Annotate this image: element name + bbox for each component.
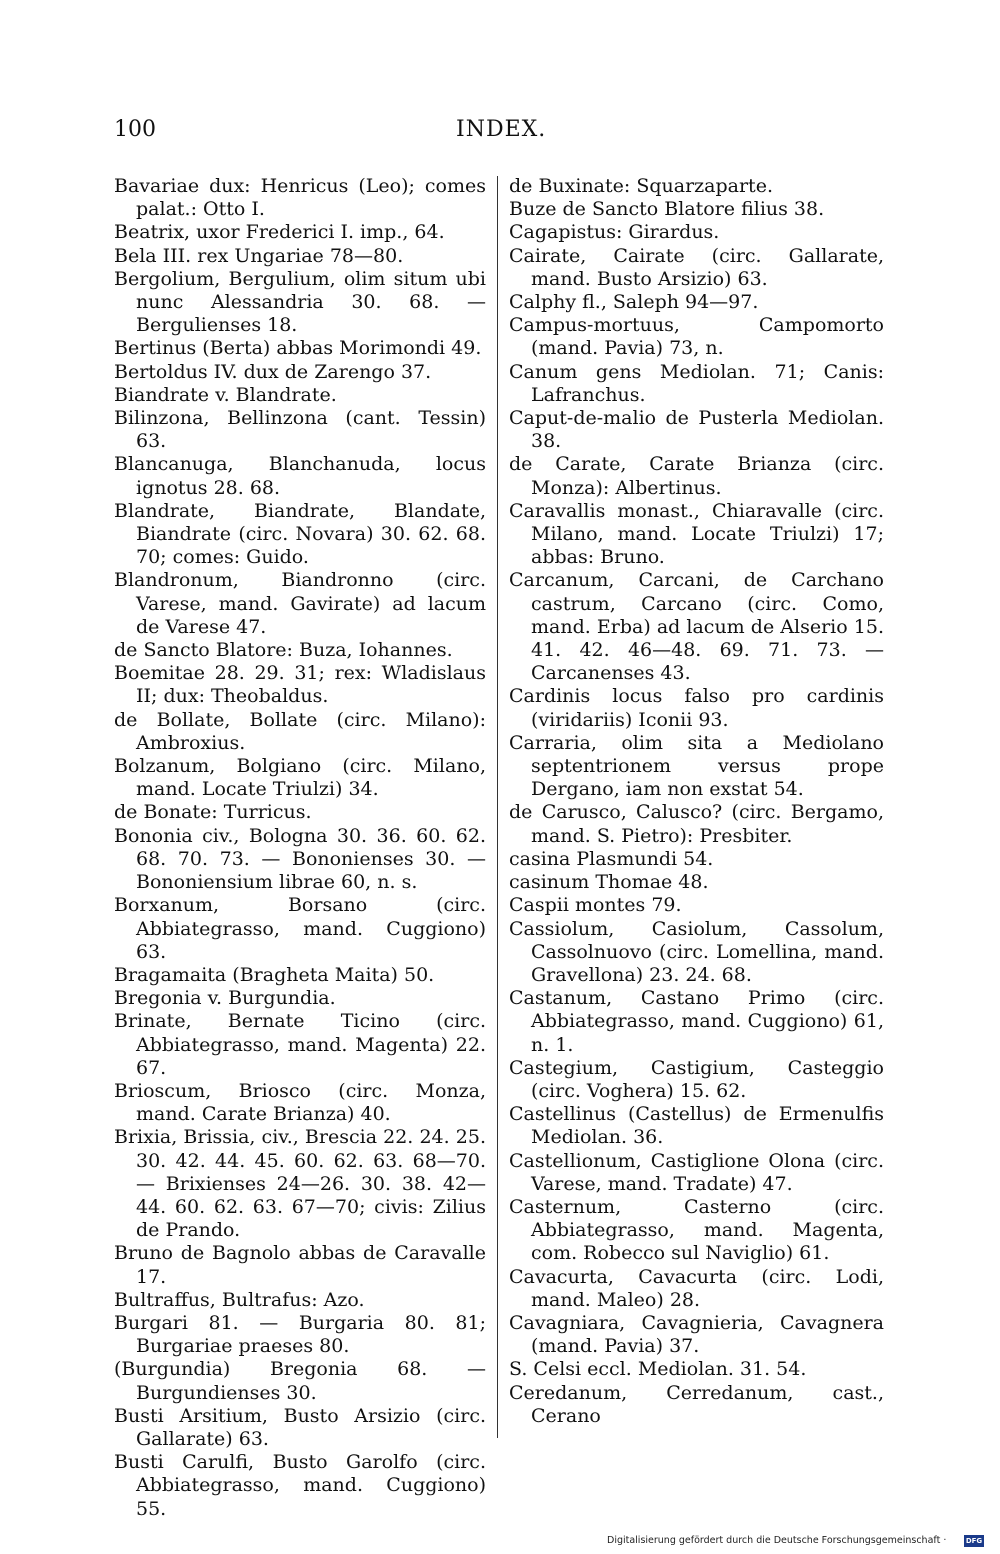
index-entry: de Bollate, Bollate (circ. Milano): Ambroxius. — [114, 708, 486, 754]
index-entry: (Burgundia) Bregonia 68. — Burgundienses 30. — [114, 1358, 486, 1404]
index-entry: Cagapistus: Girardus. — [509, 221, 720, 244]
index-entry: Cassiolum, Casiolum, Cassolum, Cassolnuovo (circ. Lomellina, mand. Gravellona) 23. 24. 68. — [509, 917, 884, 986]
index-column-left — [114, 175, 486, 1521]
index-entry: Caravallis monast., Chiaravalle (circ. Milano, mand. Locate Triulzi) 17; abbas: Bruno. — [509, 499, 884, 569]
index-entry: Bregonia v. Burgundia. — [114, 987, 336, 1010]
index-entry: Cavacurta, Cavacurta (circ. Lodi, mand. Maleo) 28. — [509, 1265, 884, 1311]
index-entry: Casternum, Casterno (circ. Abbiategrasso, mand. Magenta, com. Robecco sul Naviglio) 61. — [509, 1195, 884, 1265]
index-entry: Bultraffus, Bultrafus: Azo. — [114, 1288, 365, 1311]
index-entry: de Carate, Carate Brianza (circ. Monza): Albertinus. — [509, 453, 884, 499]
index-entry: Buze de Sancto Blatore filius 38. — [509, 198, 825, 221]
index-column-right — [509, 175, 884, 1428]
index-entry: Borxanum, Borsano (circ. Abbiategrasso, mand. Cuggiono) 63. — [114, 894, 486, 963]
index-entry: Blancanuga, Blanchanuda, locus ignotus 28. 68. — [114, 453, 486, 499]
index-entry: casinum Thomae 48. — [509, 871, 709, 894]
index-entry: Bononia civ., Bologna 30. 36. 60. 62. 68. 70. 73. — Bononienses 30. — Bononiensium librae 60, n. s. — [114, 824, 486, 894]
index-entry: Bertoldus IV. dux de Zarengo 37. — [114, 360, 432, 383]
index-entry: S. Celsi eccl. Mediolan. 31. 54. — [509, 1358, 807, 1381]
index-entry: casina Plasmundi 54. — [509, 847, 714, 870]
index-entry: Bergolium, Bergulium, olim situm ubi nunc Alessandria 30. 68. — Bergulienses 18. — [114, 267, 486, 337]
page-number: 100 — [114, 117, 156, 142]
index-entry: Castegium, Castigium, Casteggio (circ. Voghera) 15. 62. — [509, 1056, 884, 1102]
index-entry: Blandronum, Biandronno (circ. Varese, mand. Gavirate) ad lacum de Varese 47. — [114, 569, 486, 638]
index-entry: Brixia, Brissia, civ., Brescia 22. 24. 25. 30. 42. 44. 45. 60. 62. 63. 68—70. — Brixienses 24—26. 30. 38. 42—44. 60. 62. 63. 67—70; civis: Zilius de Prando. — [114, 1126, 486, 1242]
index-entry: Caspii montes 79. — [509, 894, 682, 917]
index-entry: de Bonate: Turricus. — [114, 801, 312, 824]
column-divider — [497, 176, 498, 1438]
index-entry: de Buxinate: Squarzaparte. — [509, 175, 773, 197]
index-entry: Castellinus (Castellus) de Ermenulfis Mediolan. 36. — [509, 1103, 884, 1149]
digitization-credit: Digitalisierung gefördert durch die Deutsche Forschungsgemeinschaft · — [607, 1535, 947, 1546]
index-entry: Caput-de-malio de Pusterla Mediolan. 38. — [509, 407, 884, 453]
index-entry: Biandrate v. Blandrate. — [114, 383, 337, 406]
index-entry: Bertinus (Berta) abbas Morimondi 49. — [114, 337, 482, 360]
index-entry: de Carusco, Calusco? (circ. Bergamo, mand. S. Pietro): Presbiter. — [509, 801, 884, 847]
index-entry: Burgari 81. — Burgaria 80. 81; Burgariae praeses 80. — [114, 1311, 486, 1358]
index-entry: Beatrix, uxor Frederici I. imp., 64. — [114, 221, 445, 244]
index-entry: Campus-mortuus, Campomorto (mand. Pavia) 73, n. — [509, 314, 884, 360]
index-entry: Castanum, Castano Primo (circ. Abbiategrasso, mand. Cuggiono) 61, n. 1. — [509, 987, 884, 1056]
index-entry: Calphy fl., Saleph 94—97. — [509, 291, 759, 314]
dfg-logo: DFG — [965, 1537, 983, 1545]
index-entry: Cairate, Cairate (circ. Gallarate, mand. Busto Arsizio) 63. — [509, 244, 884, 290]
index-entry: Carcanum, Carcani, de Carchano castrum, Carcano (circ. Como, mand. Erba) ad lacum de Alserio 15. 41. 42. 46—48. 69. 71. 73. — Carcanenses 43. — [509, 569, 884, 685]
page-title: INDEX. — [456, 117, 547, 142]
index-entry: Ceredanum, Cerredanum, cast., Cerano — [509, 1381, 884, 1427]
index-entry: Brinate, Bernate Ticino (circ. Abbiategrasso, mand. Magenta) 22. 67. — [114, 1010, 486, 1079]
index-entry: Bela III. rex Ungariae 78—80. — [114, 244, 404, 267]
index-entry: de Sancto Blatore: Buza, Iohannes. — [114, 639, 453, 662]
index-entry: Boemitae 28. 29. 31; rex: Wladislaus II; dux: Theobaldus. — [114, 662, 486, 708]
index-entry: Bilinzona, Bellinzona (cant. Tessin) 63. — [114, 407, 486, 453]
index-entry: Carraria, olim sita a Mediolano septentrionem versus prope Dergano, iam non exstat 54. — [509, 731, 884, 801]
index-entry: Blandrate, Biandrate, Blandate, Biandrate (circ. Novara) 30. 62. 68. 70; comes: Guido. — [114, 499, 486, 569]
index-entry: Canum gens Mediolan. 71; Canis: Lafranchus. — [509, 360, 884, 406]
index-entry: Castellionum, Castiglione Olona (circ. Varese, mand. Tradate) 47. — [509, 1149, 884, 1195]
index-entry: Cavagniara, Cavagnieria, Cavagnera (mand. Pavia) 37. — [509, 1311, 884, 1358]
index-entry: Bragamaita (Bragheta Maita) 50. — [114, 963, 435, 986]
index-entry: Brioscum, Briosco (circ. Monza, mand. Carate Brianza) 40. — [114, 1079, 486, 1126]
index-entry: Bavariae dux: Henricus (Leo); comes palat.: Otto I. — [114, 175, 486, 221]
index-entry: Busti Arsitium, Busto Arsizio (circ. Gallarate) 63. — [114, 1404, 486, 1450]
index-entry: Busti Carulfi, Busto Garolfo (circ. Abbiategrasso, mand. Cuggiono) 55. — [114, 1451, 486, 1520]
index-entry: Bolzanum, Bolgiano (circ. Milano, mand. Locate Triulzi) 34. — [114, 755, 486, 801]
index-entry: Bruno de Bagnolo abbas de Caravalle 17. — [114, 1242, 486, 1288]
index-entry: Cardinis locus falso pro cardinis (viridariis) Iconii 93. — [509, 685, 884, 731]
